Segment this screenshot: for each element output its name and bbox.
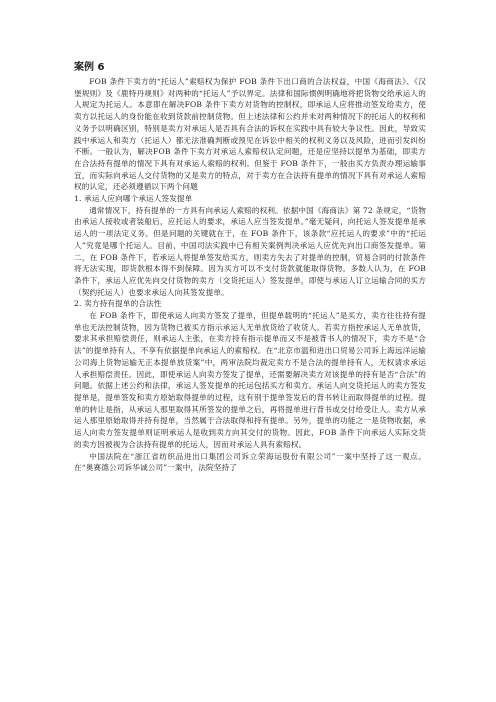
body-paragraph: 在 FOB 条件下，即使承运人向卖方签发了提单，但提单载明的“托运人”是买方，卖方往往持有提单也无法控制货物，因为货物已被买方指示承运人无单放货给了收货人。若卖方指控承运人无单放货，要求其承担赔偿责任，则承运人主张，在卖方持有指示提单而又不是被背书人的情况下，卖方不是“合法”的提单持有人，不享有依据提单向承运人的索赔权。在“北京市温和进出口贸易公司诉上海远洋运输公司海上货物运输无正本提单放货案”中，两审法院均裁定卖方不是合法的提单持有人，无权请求承运人承担赔偿责任。因此，即使承运人向卖方签发了提单，还需要解决卖方对该提单的持有是否“合法”的问题。依据上述公约和法律，承运人签发提单的托运包括买方和卖方。承运人向交货托运人的卖方签发提单是，提单签发和卖方原始取得提单的过程，这有别于提单签发后的背书转让而取得提单的过程。提单的转让是指，从承运人那里取得其所签发的提单之后，再将提单进行背书或交付给受让人。卖方从承运人那里原始取得并持有提单，当然属于合法取得和持有提单。另外，提单的功能之一是货物收据，承运人向卖方签发提单则证明承运人是收到卖方向其交付的货物。因此，FOB 条件下向承运人实际交货的卖方因被视为合法持有提单的托运人，因而对承运人具有索赔权。 xyxy=(74,311,426,449)
section-heading: 1. 承运人应向哪个承运人签发提单 xyxy=(74,194,193,204)
body-paragraph: FOB 条件下卖方的“托运人”索赔权为保护 FOB 条件下出口商的合法权益，中国《海商法》、《汉堡规则》及《鹿特丹规则》对两种的“托运人”予以界定。法律和国际惯例明确地将把货物交给承运人的人规定为托运人。本意即在解决FOB 条件下卖方对货物的控制权，即承运人应将推动签发给卖方，使卖方以托运人的身份能在收到货款前控制货物。但上述法律和公约并未对两种情况下的托运人的权利和义务予以明确区别，特别是卖方对承运人是否具有合法的诉权在实践中具有较大争议性。因此，导致实践中承运人和卖方（托运人）都无法准确判断或预见在诉讼中相关的权利义务以及风险，进而引发纠纷不断。一般认为，解决FOB 条件下卖方对承运人索赔权认定问题，还是应坚持以提单为基础，即卖方在合法持有提单的情况下具有对承运人索赔的权利。但鉴于 FOB 条件下，一般由买方负责办理运输事宜，而实际向承运人交付货物的又是卖方的特点，对于卖方在合法持有提单的情况下具有对承运人索赔权的认定，还必须遵循以下两个问题 xyxy=(74,77,426,192)
body-paragraph: 通常情况下，持有提单的一方具有向承运人索赔的权利。依据中国《海商法》第 72 条规定，“货物由承运人接收或者装船后，应托运人的要求，承运人应当签发提单。”毫无疑问，向托运人签发提单是承运人的一项法定义务。但是问题的关键就在于，在 FOB 条件下，该条款“应托运人的要求”中的“托运人”究竟是哪个托运人。目前，中国司法实践中已有相关案例判决承运人应优先向出口商签发提单。第二，在 FOB 条件下，若承运人将提单签发给买方，则卖方失去了对提单的控制，贸易合同的付款条件将无法实现，即货款根本得不到保障。因为买方可以不支付货款就能取得货物。多数人认为，在 FOB 条件下，承运人应优先向交付货物的卖方（交货托运人）签发提单，即使与承运人订立运输合同的买方（契约托运人）也要求承运人向其签发提单。 xyxy=(74,205,426,297)
case-title: 案例 6 xyxy=(74,62,105,73)
section-heading: 2. 卖方持有提单的合法性 xyxy=(74,299,162,309)
document-body xyxy=(74,76,426,474)
body-paragraph: 中国法院在“浙江省纺织品进出口集团公司诉立荣海运股份有限公司”一案中坚持了这一观点。在“奥赛德公司诉华诚公司”一案中，法院坚持了 xyxy=(74,451,426,473)
